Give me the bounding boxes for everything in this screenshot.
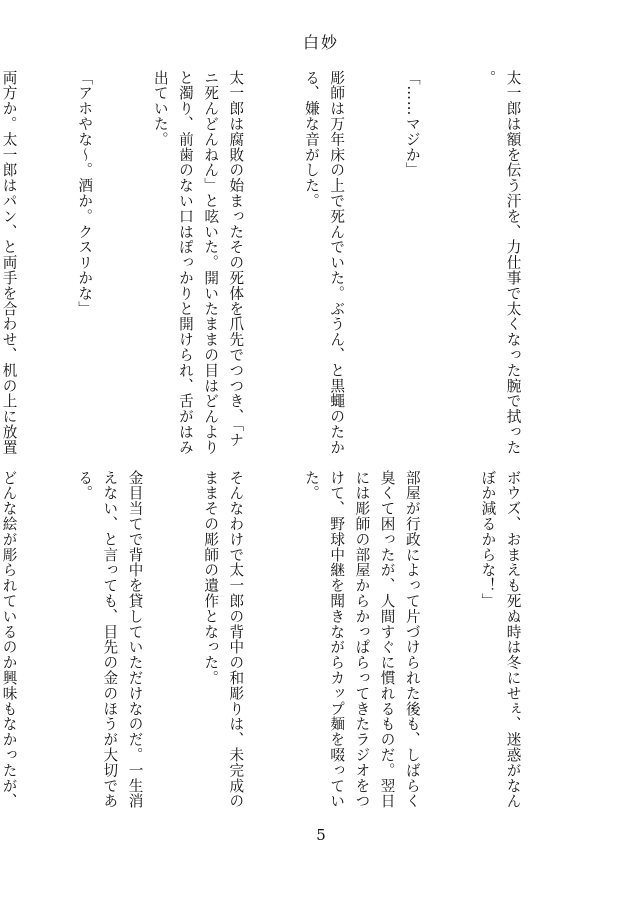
lower-text-block	[0, 470, 576, 820]
body-line: 太一郎は額を伝う汗を、力仕事で太くなった腕で拭った 。	[479, 70, 522, 455]
body-line: そんなわけで太一郎の背中の和彫りは、未完成の ままその彫師の遺作となった。	[202, 470, 245, 809]
body-line: 彫師は万年床の上で死んでいた。ぶうん、と黒蠅のたか る、嫌な音がした。	[302, 70, 346, 455]
body-line: どんな絵が彫られているのか興味もなかったが、	[0, 470, 18, 809]
body-line: ボウズ、おまえも死ぬ時は冬にせぇ、迷惑がなん ぼか減るからな！」	[479, 470, 522, 809]
running-header: 白妙	[302, 33, 339, 52]
body-line: 部屋が行政によって片づけられた後も、しばらく 臭くて困ったが、人間すぐに慣れるものだ。翌日 には彫師の部屋からかっぱらってきたラジオをつ けて、野球中継を聞きながらカップ麺を啜ってい た。	[302, 470, 421, 809]
body-line: 両方か。太一郎はパン、と両手を合わせ、机の上に放置	[0, 70, 18, 455]
page-number: 5	[316, 826, 326, 844]
body-line: 「……マジか」	[403, 70, 421, 178]
body-line: 太一郎は腐敗の始まったその死体を爪先でつつき、「ナ ニ死んどんねん」と呟いた。開いたままの目はどんより と濁り、前歯のない口はぽっかりと開けられ、舌がはみ 出ていた。	[151, 70, 245, 455]
upper-text-block	[0, 70, 576, 470]
body-line: 「アホやな〜。酒か。クスリかな」	[76, 70, 94, 317]
body-line: 金目当てで背中を貸していただけなのだ。一生消 えない、と言っても、目先の金のほうが大切であ る。	[76, 470, 144, 809]
